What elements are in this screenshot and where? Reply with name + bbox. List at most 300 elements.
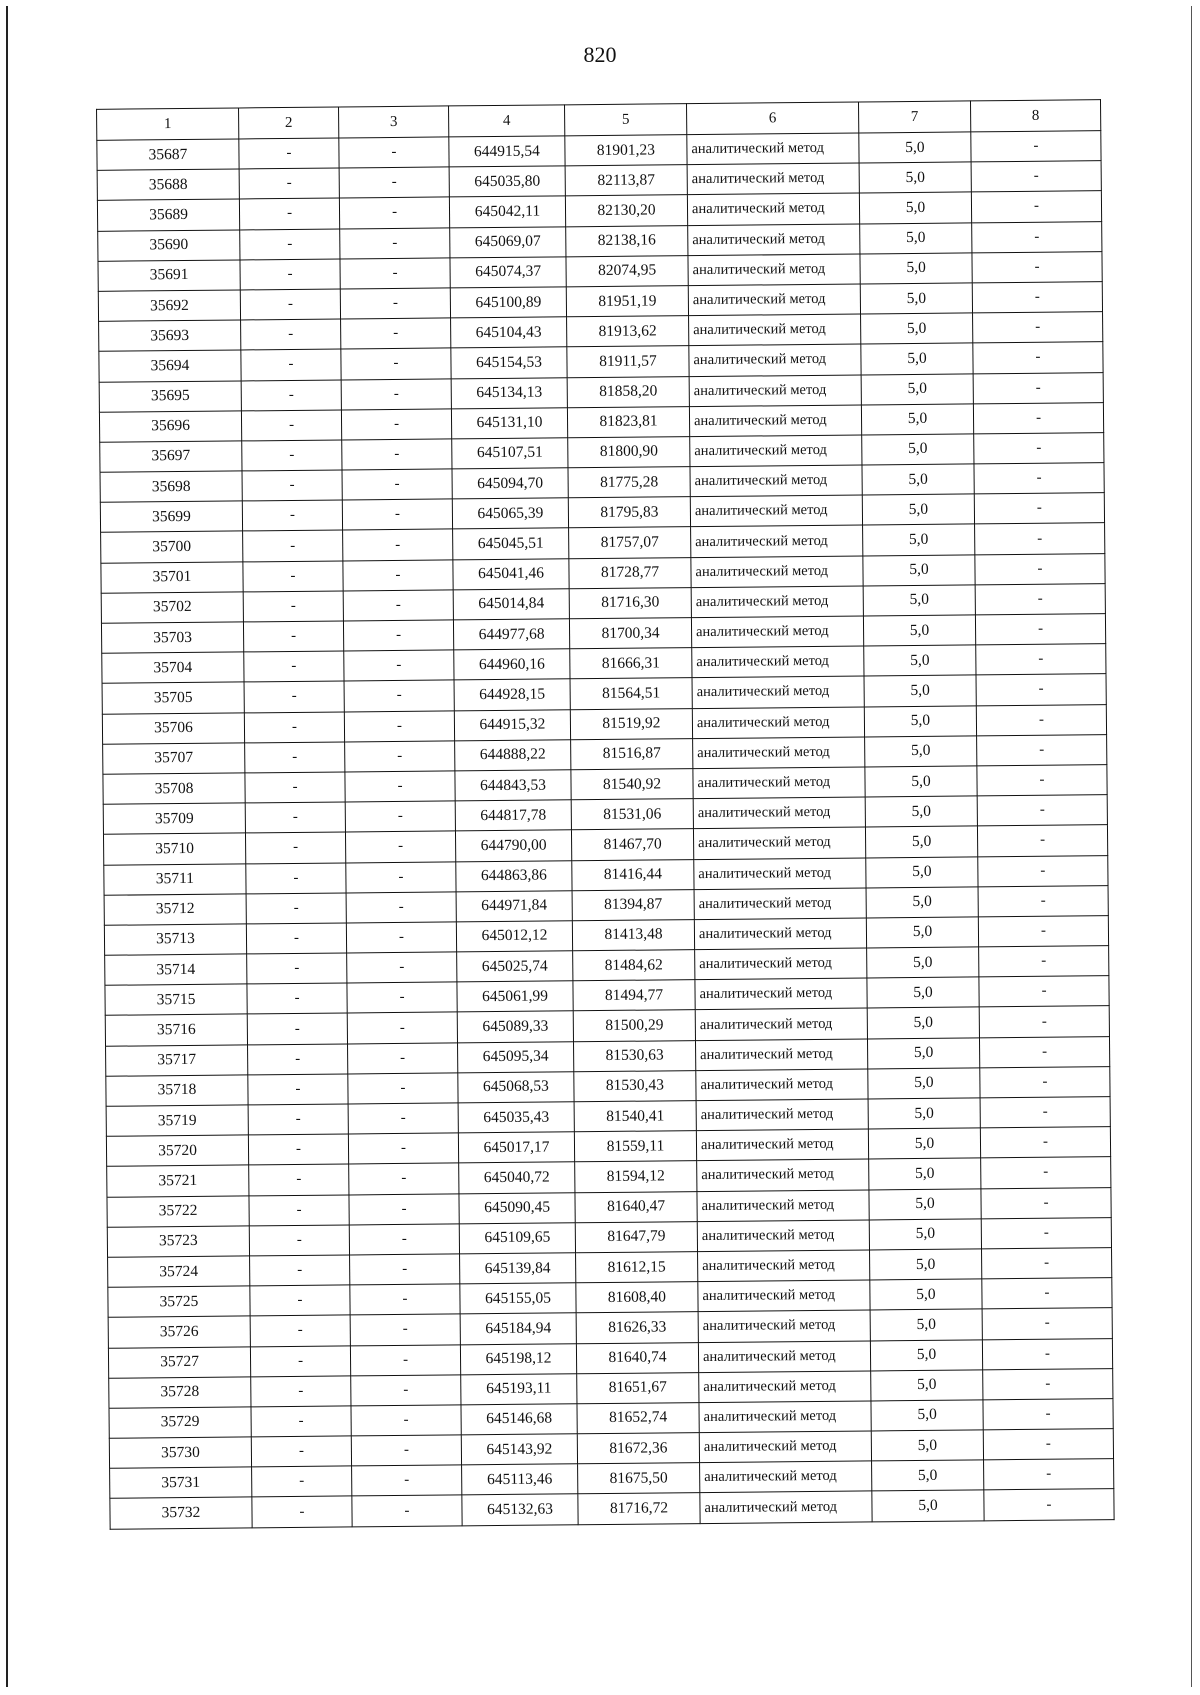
col-3-value-cell: -: [348, 1073, 458, 1104]
page-number: 820: [583, 42, 617, 67]
col-3-value-cell: -: [346, 892, 456, 923]
method-cell: аналитический метод: [697, 1190, 869, 1222]
method-cell: аналитический метод: [700, 1461, 872, 1493]
col-3-value-cell: -: [341, 348, 451, 379]
col-8-value-cell: -: [976, 644, 1106, 675]
point-number-cell: 35721: [107, 1165, 249, 1197]
coordinate-y-cell: 81795,83: [568, 497, 690, 528]
column-header: 7: [858, 101, 970, 133]
col-8-value-cell: -: [971, 161, 1101, 192]
col-2-value-cell: -: [240, 289, 340, 320]
col-8-value-cell: -: [976, 674, 1106, 705]
coordinate-y-cell: 81594,12: [575, 1161, 697, 1192]
coordinate-x-cell: 645193,11: [461, 1373, 577, 1404]
point-number-cell: 35731: [110, 1467, 252, 1499]
accuracy-cell: 5,0: [865, 736, 977, 767]
coordinate-y-cell: 81612,15: [576, 1252, 698, 1283]
accuracy-cell: 5,0: [866, 887, 978, 918]
coordinate-y-cell: 82138,16: [566, 225, 688, 256]
col-2-value-cell: -: [251, 1376, 351, 1407]
col-2-value-cell: -: [246, 923, 346, 954]
accuracy-cell: 5,0: [871, 1400, 983, 1431]
coordinate-y-cell: 81901,23: [565, 135, 687, 166]
col-2-value-cell: -: [239, 138, 339, 169]
col-3-value-cell: -: [349, 1163, 459, 1194]
method-cell: аналитический метод: [688, 254, 860, 286]
column-header: 3: [339, 106, 449, 138]
accuracy-cell: 5,0: [860, 222, 972, 253]
coordinate-x-cell: 645155,05: [460, 1283, 576, 1314]
coordinate-x-cell: 645035,80: [449, 166, 565, 197]
coordinate-x-cell: 645146,68: [461, 1404, 577, 1435]
coordinate-y-cell: 81531,06: [571, 799, 693, 830]
point-number-cell: 35692: [98, 290, 240, 322]
coordinate-x-cell: 645065,39: [452, 498, 568, 529]
method-cell: аналитический метод: [697, 1220, 869, 1252]
point-number-cell: 35696: [99, 411, 241, 443]
coordinate-y-cell: 81530,43: [574, 1070, 696, 1101]
col-3-value-cell: -: [343, 529, 453, 560]
coordinate-y-cell: 81519,92: [570, 708, 692, 739]
col-3-value-cell: -: [351, 1375, 461, 1406]
method-cell: аналитический метод: [692, 646, 864, 678]
method-cell: аналитический метод: [692, 676, 864, 708]
method-cell: аналитический метод: [691, 586, 863, 618]
coordinate-y-cell: 81652,74: [577, 1402, 699, 1433]
col-3-value-cell: -: [347, 982, 457, 1013]
coordinate-y-cell: 81564,51: [570, 678, 692, 709]
method-cell: аналитический метод: [696, 1069, 868, 1101]
col-8-value-cell: -: [972, 221, 1102, 252]
col-8-value-cell: -: [980, 1066, 1110, 1097]
method-cell: аналитический метод: [690, 495, 862, 527]
point-number-cell: 35718: [106, 1075, 248, 1107]
col-3-value-cell: -: [343, 590, 453, 621]
point-number-cell: 35697: [100, 441, 242, 473]
point-number-cell: 35687: [97, 139, 239, 171]
column-header: 2: [239, 107, 339, 139]
col-3-value-cell: -: [346, 861, 456, 892]
col-2-value-cell: -: [247, 983, 347, 1014]
method-cell: аналитический метод: [698, 1310, 870, 1342]
column-header: 6: [687, 102, 859, 135]
col-2-value-cell: -: [247, 953, 347, 984]
point-number-cell: 35728: [109, 1377, 251, 1409]
col-3-value-cell: -: [352, 1465, 462, 1496]
col-3-value-cell: -: [348, 1133, 458, 1164]
col-8-value-cell: -: [971, 191, 1101, 222]
accuracy-cell: 5,0: [860, 283, 972, 314]
accuracy-cell: 5,0: [867, 1038, 979, 1069]
accuracy-cell: 5,0: [866, 917, 978, 948]
coordinate-x-cell: 644790,00: [455, 830, 571, 861]
method-cell: аналитический метод: [698, 1250, 870, 1282]
method-cell: аналитический метод: [694, 918, 866, 950]
point-number-cell: 35698: [100, 471, 242, 503]
coordinate-x-cell: 645045,51: [453, 528, 569, 559]
accuracy-cell: 5,0: [864, 705, 976, 736]
col-3-value-cell: -: [345, 801, 455, 832]
method-cell: аналитический метод: [688, 284, 860, 316]
coordinate-y-cell: 81913,62: [567, 316, 689, 347]
point-number-cell: 35691: [98, 260, 240, 292]
coordinate-x-cell: 645061,99: [457, 981, 573, 1012]
col-3-value-cell: -: [344, 680, 454, 711]
method-cell: аналитический метод: [688, 224, 860, 256]
accuracy-cell: 5,0: [869, 1188, 981, 1219]
col-8-value-cell: -: [980, 1097, 1110, 1128]
coordinate-x-cell: 645012,12: [456, 921, 572, 952]
point-number-cell: 35725: [108, 1286, 250, 1318]
coordinates-table: [96, 99, 1115, 1529]
col-8-value-cell: -: [975, 614, 1105, 645]
col-3-value-cell: -: [351, 1405, 461, 1436]
col-2-value-cell: -: [252, 1496, 352, 1527]
col-8-value-cell: -: [974, 463, 1104, 494]
point-number-cell: 35713: [104, 924, 246, 956]
coordinate-y-cell: 81626,33: [576, 1312, 698, 1343]
col-2-value-cell: -: [250, 1345, 350, 1376]
coordinate-y-cell: 81608,40: [576, 1282, 698, 1313]
col-2-value-cell: -: [239, 198, 339, 229]
coordinate-x-cell: 645089,33: [457, 1011, 573, 1042]
col-8-value-cell: -: [983, 1398, 1113, 1429]
point-number-cell: 35701: [101, 562, 243, 594]
col-8-value-cell: -: [973, 342, 1103, 373]
method-cell: аналитический метод: [689, 405, 861, 437]
accuracy-cell: 5,0: [859, 162, 971, 193]
accuracy-cell: 5,0: [860, 253, 972, 284]
accuracy-cell: 5,0: [868, 1098, 980, 1129]
point-number-cell: 35699: [100, 501, 242, 533]
col-8-value-cell: -: [980, 1127, 1110, 1158]
coordinate-x-cell: 645094,70: [452, 468, 568, 499]
coordinate-y-cell: 81500,29: [573, 1010, 695, 1041]
coordinate-y-cell: 81666,31: [570, 648, 692, 679]
coordinate-y-cell: 81675,50: [578, 1463, 700, 1494]
coordinate-x-cell: 644960,16: [454, 649, 570, 680]
method-cell: аналитический метод: [694, 888, 866, 920]
accuracy-cell: 5,0: [872, 1460, 984, 1491]
col-2-value-cell: -: [250, 1255, 350, 1286]
coordinate-x-cell: 644888,22: [455, 740, 571, 771]
accuracy-cell: 5,0: [868, 1068, 980, 1099]
col-2-value-cell: -: [250, 1285, 350, 1316]
accuracy-cell: 5,0: [859, 132, 971, 163]
col-8-value-cell: -: [984, 1489, 1114, 1520]
col-8-value-cell: -: [975, 553, 1105, 584]
col-3-value-cell: -: [343, 620, 453, 651]
col-3-value-cell: -: [352, 1495, 462, 1526]
accuracy-cell: 5,0: [872, 1490, 984, 1521]
coordinate-y-cell: 81728,77: [569, 557, 691, 588]
col-2-value-cell: -: [245, 832, 345, 863]
method-cell: аналитический метод: [697, 1159, 869, 1191]
col-8-value-cell: -: [973, 402, 1103, 433]
col-8-value-cell: -: [977, 825, 1107, 856]
coordinate-y-cell: 81951,19: [566, 286, 688, 317]
coordinate-y-cell: 81530,63: [573, 1040, 695, 1071]
point-number-cell: 35719: [106, 1105, 248, 1137]
col-3-value-cell: -: [342, 499, 452, 530]
coordinate-y-cell: 81716,30: [569, 587, 691, 618]
coordinate-x-cell: 645025,74: [457, 951, 573, 982]
point-number-cell: 35711: [104, 863, 246, 895]
coordinate-x-cell: 645040,72: [459, 1162, 575, 1193]
col-8-value-cell: -: [981, 1157, 1111, 1188]
coordinate-x-cell: 645041,46: [453, 558, 569, 589]
coordinate-x-cell: 644863,86: [456, 860, 572, 891]
coordinate-x-cell: 645068,53: [458, 1072, 574, 1103]
col-8-value-cell: -: [979, 946, 1109, 977]
point-number-cell: 35720: [106, 1135, 248, 1167]
coordinate-x-cell: 645042,11: [449, 196, 565, 227]
accuracy-cell: 5,0: [870, 1339, 982, 1370]
col-2-value-cell: -: [248, 1104, 348, 1135]
accuracy-cell: 5,0: [870, 1309, 982, 1340]
point-number-cell: 35702: [101, 592, 243, 624]
col-3-value-cell: -: [339, 197, 449, 228]
coordinate-y-cell: 81540,92: [571, 769, 693, 800]
col-8-value-cell: -: [972, 282, 1102, 313]
accuracy-cell: 5,0: [870, 1279, 982, 1310]
col-2-value-cell: -: [243, 621, 343, 652]
point-number-cell: 35695: [99, 380, 241, 412]
accuracy-cell: 5,0: [861, 404, 973, 435]
coordinate-x-cell: 645154,53: [451, 347, 567, 378]
method-cell: аналитический метод: [699, 1431, 871, 1463]
method-cell: аналитический метод: [693, 797, 865, 829]
col-8-value-cell: -: [974, 433, 1104, 464]
col-2-value-cell: -: [242, 470, 342, 501]
accuracy-cell: 5,0: [870, 1249, 982, 1280]
point-number-cell: 35704: [102, 652, 244, 684]
point-number-cell: 35714: [105, 954, 247, 986]
coordinate-x-cell: 645069,07: [450, 226, 566, 257]
coordinate-x-cell: 645017,17: [458, 1132, 574, 1163]
point-number-cell: 35710: [103, 833, 245, 865]
coordinate-x-cell: 645132,63: [462, 1494, 578, 1525]
method-cell: аналитический метод: [687, 133, 859, 165]
accuracy-cell: 5,0: [871, 1430, 983, 1461]
coordinate-y-cell: 81559,11: [574, 1131, 696, 1162]
col-3-value-cell: -: [348, 1103, 458, 1134]
col-2-value-cell: -: [243, 591, 343, 622]
accuracy-cell: 5,0: [863, 615, 975, 646]
accuracy-cell: 5,0: [869, 1158, 981, 1189]
col-3-value-cell: -: [351, 1435, 461, 1466]
coordinate-x-cell: 644977,68: [453, 619, 569, 650]
point-number-cell: 35717: [106, 1045, 248, 1077]
col-3-value-cell: -: [339, 167, 449, 198]
col-8-value-cell: -: [977, 734, 1107, 765]
col-3-value-cell: -: [350, 1314, 460, 1345]
col-3-value-cell: -: [340, 258, 450, 289]
coordinate-x-cell: 644971,84: [456, 890, 572, 921]
coordinate-y-cell: 81672,36: [577, 1433, 699, 1464]
col-3-value-cell: -: [346, 922, 456, 953]
col-3-value-cell: -: [350, 1284, 460, 1315]
col-2-value-cell: -: [249, 1164, 349, 1195]
point-number-cell: 35724: [108, 1256, 250, 1288]
method-cell: аналитический метод: [696, 1129, 868, 1161]
coordinate-y-cell: 81467,70: [571, 829, 693, 860]
point-number-cell: 35723: [107, 1226, 249, 1258]
col-8-value-cell: -: [978, 855, 1108, 886]
method-cell: аналитический метод: [691, 525, 863, 557]
method-cell: аналитический метод: [689, 374, 861, 406]
point-number-cell: 35688: [97, 169, 239, 201]
col-2-value-cell: -: [241, 349, 341, 380]
col-2-value-cell: -: [249, 1225, 349, 1256]
col-3-value-cell: -: [343, 560, 453, 591]
col-3-value-cell: -: [348, 1043, 458, 1074]
col-8-value-cell: -: [982, 1308, 1112, 1339]
coordinate-x-cell: 645109,65: [459, 1223, 575, 1254]
accuracy-cell: 5,0: [861, 373, 973, 404]
col-3-value-cell: -: [350, 1344, 460, 1375]
col-2-value-cell: -: [241, 319, 341, 350]
column-header: 1: [97, 108, 239, 140]
col-3-value-cell: -: [341, 409, 451, 440]
col-3-value-cell: -: [345, 831, 455, 862]
accuracy-cell: 5,0: [863, 555, 975, 586]
method-cell: аналитический метод: [695, 1008, 867, 1040]
coordinate-x-cell: 644915,32: [454, 709, 570, 740]
col-2-value-cell: -: [241, 410, 341, 441]
col-2-value-cell: -: [248, 1044, 348, 1075]
coordinate-y-cell: 81540,41: [574, 1101, 696, 1132]
coordinate-y-cell: 81394,87: [572, 889, 694, 920]
accuracy-cell: 5,0: [863, 585, 975, 616]
coordinate-y-cell: 81858,20: [567, 376, 689, 407]
accuracy-cell: 5,0: [862, 464, 974, 495]
accuracy-cell: 5,0: [865, 766, 977, 797]
accuracy-cell: 5,0: [866, 856, 978, 887]
method-cell: аналитический метод: [694, 857, 866, 889]
method-cell: аналитический метод: [689, 344, 861, 376]
coordinate-x-cell: 645107,51: [452, 438, 568, 469]
accuracy-cell: 5,0: [864, 645, 976, 676]
col-2-value-cell: -: [241, 379, 341, 410]
coordinate-x-cell: 645134,13: [451, 377, 567, 408]
coordinate-y-cell: 81716,72: [578, 1493, 700, 1524]
point-number-cell: 35693: [99, 320, 241, 352]
coordinate-y-cell: 82130,20: [565, 195, 687, 226]
col-8-value-cell: -: [979, 1006, 1109, 1037]
coordinate-x-cell: 645074,37: [450, 257, 566, 288]
col-2-value-cell: -: [251, 1436, 351, 1467]
col-2-value-cell: -: [242, 500, 342, 531]
accuracy-cell: 5,0: [869, 1219, 981, 1250]
coordinate-y-cell: 82074,95: [566, 255, 688, 286]
col-8-value-cell: -: [975, 583, 1105, 614]
col-3-value-cell: -: [350, 1254, 460, 1285]
col-2-value-cell: -: [248, 1134, 348, 1165]
col-3-value-cell: -: [342, 469, 452, 500]
col-2-value-cell: -: [246, 862, 346, 893]
point-number-cell: 35705: [102, 682, 244, 714]
col-8-value-cell: -: [973, 372, 1103, 403]
method-cell: аналитический метод: [690, 435, 862, 467]
coordinate-x-cell: 645198,12: [460, 1343, 576, 1374]
table-body: [97, 131, 1114, 1529]
point-number-cell: 35694: [99, 350, 241, 382]
coordinate-x-cell: 645184,94: [460, 1313, 576, 1344]
col-8-value-cell: -: [975, 523, 1105, 554]
method-cell: аналитический метод: [693, 827, 865, 859]
method-cell: аналитический метод: [700, 1491, 872, 1523]
col-2-value-cell: -: [251, 1406, 351, 1437]
col-2-value-cell: -: [243, 530, 343, 561]
coordinate-x-cell: 645035,43: [458, 1102, 574, 1133]
point-number-cell: 35708: [103, 773, 245, 805]
coordinate-x-cell: 645131,10: [451, 407, 567, 438]
col-3-value-cell: -: [345, 741, 455, 772]
col-2-value-cell: -: [247, 1013, 347, 1044]
col-2-value-cell: -: [245, 742, 345, 773]
accuracy-cell: 5,0: [865, 826, 977, 857]
coordinate-y-cell: 81516,87: [571, 738, 693, 769]
coordinate-x-cell: 645104,43: [451, 317, 567, 348]
method-cell: аналитический метод: [692, 707, 864, 739]
accuracy-cell: 5,0: [871, 1370, 983, 1401]
method-cell: аналитический метод: [695, 948, 867, 980]
coordinate-x-cell: 645100,89: [450, 287, 566, 318]
col-3-value-cell: -: [341, 318, 451, 349]
col-2-value-cell: -: [239, 168, 339, 199]
coordinate-x-cell: 645113,46: [462, 1464, 578, 1495]
col-3-value-cell: -: [342, 439, 452, 470]
col-8-value-cell: -: [983, 1429, 1113, 1460]
point-number-cell: 35703: [101, 622, 243, 654]
col-3-value-cell: -: [340, 288, 450, 319]
coordinate-x-cell: 645090,45: [459, 1192, 575, 1223]
col-8-value-cell: -: [982, 1338, 1112, 1369]
col-2-value-cell: -: [248, 1074, 348, 1105]
coordinate-y-cell: 81484,62: [573, 950, 695, 981]
point-number-cell: 35727: [108, 1346, 250, 1378]
point-number-cell: 35729: [109, 1407, 251, 1439]
coordinate-y-cell: 81757,07: [569, 527, 691, 558]
coordinate-x-cell: 644915,54: [449, 136, 565, 167]
method-cell: аналитический метод: [699, 1371, 871, 1403]
point-number-cell: 35689: [97, 199, 239, 231]
col-2-value-cell: -: [243, 561, 343, 592]
col-8-value-cell: -: [978, 916, 1108, 947]
col-8-value-cell: -: [974, 493, 1104, 524]
col-8-value-cell: -: [971, 131, 1101, 162]
accuracy-cell: 5,0: [862, 494, 974, 525]
col-3-value-cell: -: [347, 952, 457, 983]
point-number-cell: 35700: [101, 531, 243, 563]
coordinate-x-cell: 644817,78: [455, 800, 571, 831]
col-8-value-cell: -: [982, 1278, 1112, 1309]
col-2-value-cell: -: [249, 1195, 349, 1226]
point-number-cell: 35716: [105, 1014, 247, 1046]
coordinate-y-cell: 81800,90: [568, 437, 690, 468]
col-3-value-cell: -: [339, 137, 449, 168]
point-number-cell: 35732: [110, 1497, 252, 1529]
coordinate-y-cell: 81647,79: [575, 1221, 697, 1252]
point-number-cell: 35715: [105, 984, 247, 1016]
accuracy-cell: 5,0: [867, 977, 979, 1008]
accuracy-cell: 5,0: [868, 1128, 980, 1159]
coordinate-y-cell: 81775,28: [568, 467, 690, 498]
coordinate-y-cell: 81640,74: [576, 1342, 698, 1373]
method-cell: аналитический метод: [698, 1340, 870, 1372]
col-2-value-cell: -: [252, 1466, 352, 1497]
